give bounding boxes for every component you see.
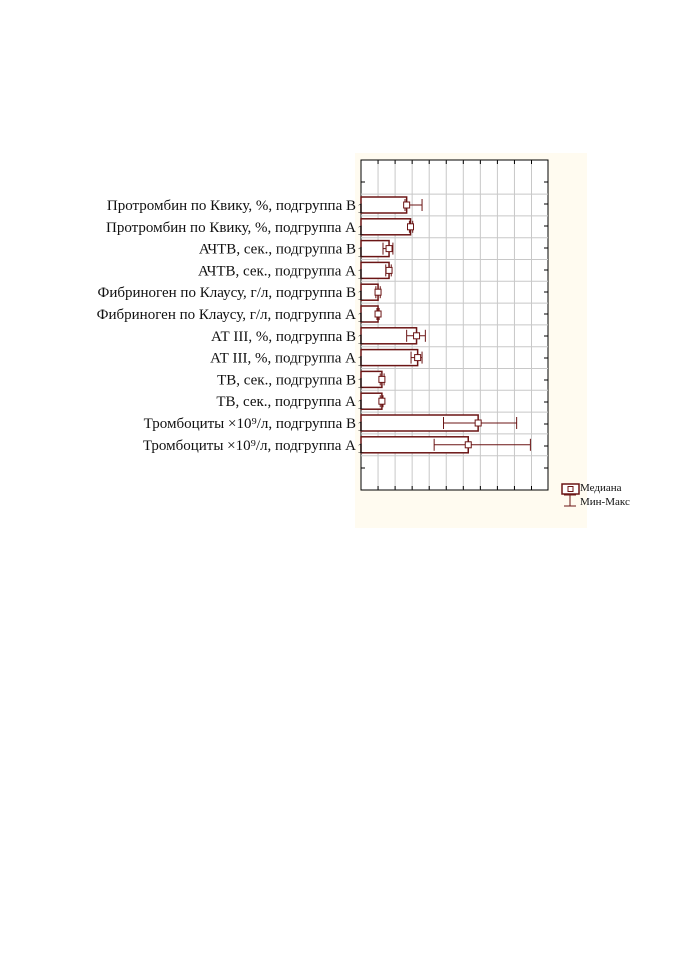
category-label-subscript: 1: [357, 266, 365, 283]
median-marker: [386, 246, 392, 252]
category-label-subscript: 1: [357, 353, 365, 370]
bar: [361, 262, 389, 278]
category-labels: [97, 198, 365, 457]
category-label: Тромбоциты ×10⁹/л, подгруппа А: [142, 437, 356, 454]
median-marker: [415, 355, 421, 361]
bar: [361, 219, 411, 235]
bar: [361, 350, 418, 366]
category-label: АЧТВ, сек., подгруппа В: [198, 241, 356, 258]
median-marker: [379, 376, 385, 382]
category-label: ТВ, сек., подгруппа В: [217, 372, 356, 389]
category-label: Протромбин по Квику, %, подгруппа А: [106, 219, 356, 236]
median-marker: [379, 398, 385, 404]
category-label-subscript: 1: [357, 288, 365, 305]
category-label: Протромбин по Квику, %, подгруппа В: [106, 198, 356, 214]
median-marker: [386, 267, 392, 273]
category-label: АЧТВ, сек., подгруппа А: [198, 263, 356, 280]
median-marker: [414, 333, 420, 339]
category-label-subscript: 1: [357, 375, 365, 392]
median-marker: [375, 311, 381, 317]
category-label: АТ III, %, подгруппа В: [210, 328, 356, 345]
median-marker: [404, 202, 410, 208]
category-label-subscript: 1: [357, 201, 365, 217]
category-label-subscript: 1: [357, 244, 365, 261]
legend-median-square: [568, 487, 573, 492]
category-label-subscript: 1: [357, 419, 365, 435]
category-label-subscript: 1: [357, 440, 365, 457]
category-label-subscript: 1: [357, 397, 365, 414]
category-label-subscript: 1: [357, 222, 365, 239]
category-label-subscript: 1: [357, 331, 365, 348]
legend-median-label: Медиана: [580, 482, 622, 494]
legend-minmax-label: Мин-Макс: [580, 496, 630, 508]
bar: [361, 197, 407, 213]
category-label: Фибриноген по Клаусу, г/л, подгруппа В: [97, 285, 356, 302]
median-marker: [375, 289, 381, 295]
category-label: АТ III, %, подгруппа А: [210, 350, 356, 367]
category-label: Тромбоциты ×10⁹/л, подгруппа В: [143, 416, 356, 432]
category-label: ТВ, сек., подгруппа А: [216, 394, 356, 411]
median-marker: [465, 442, 471, 448]
median-marker: [408, 224, 414, 230]
median-marker: [475, 420, 481, 426]
category-label-subscript: 1: [357, 310, 365, 326]
category-label: Фибриноген по Клаусу, г/л, подгруппа А: [96, 307, 356, 323]
